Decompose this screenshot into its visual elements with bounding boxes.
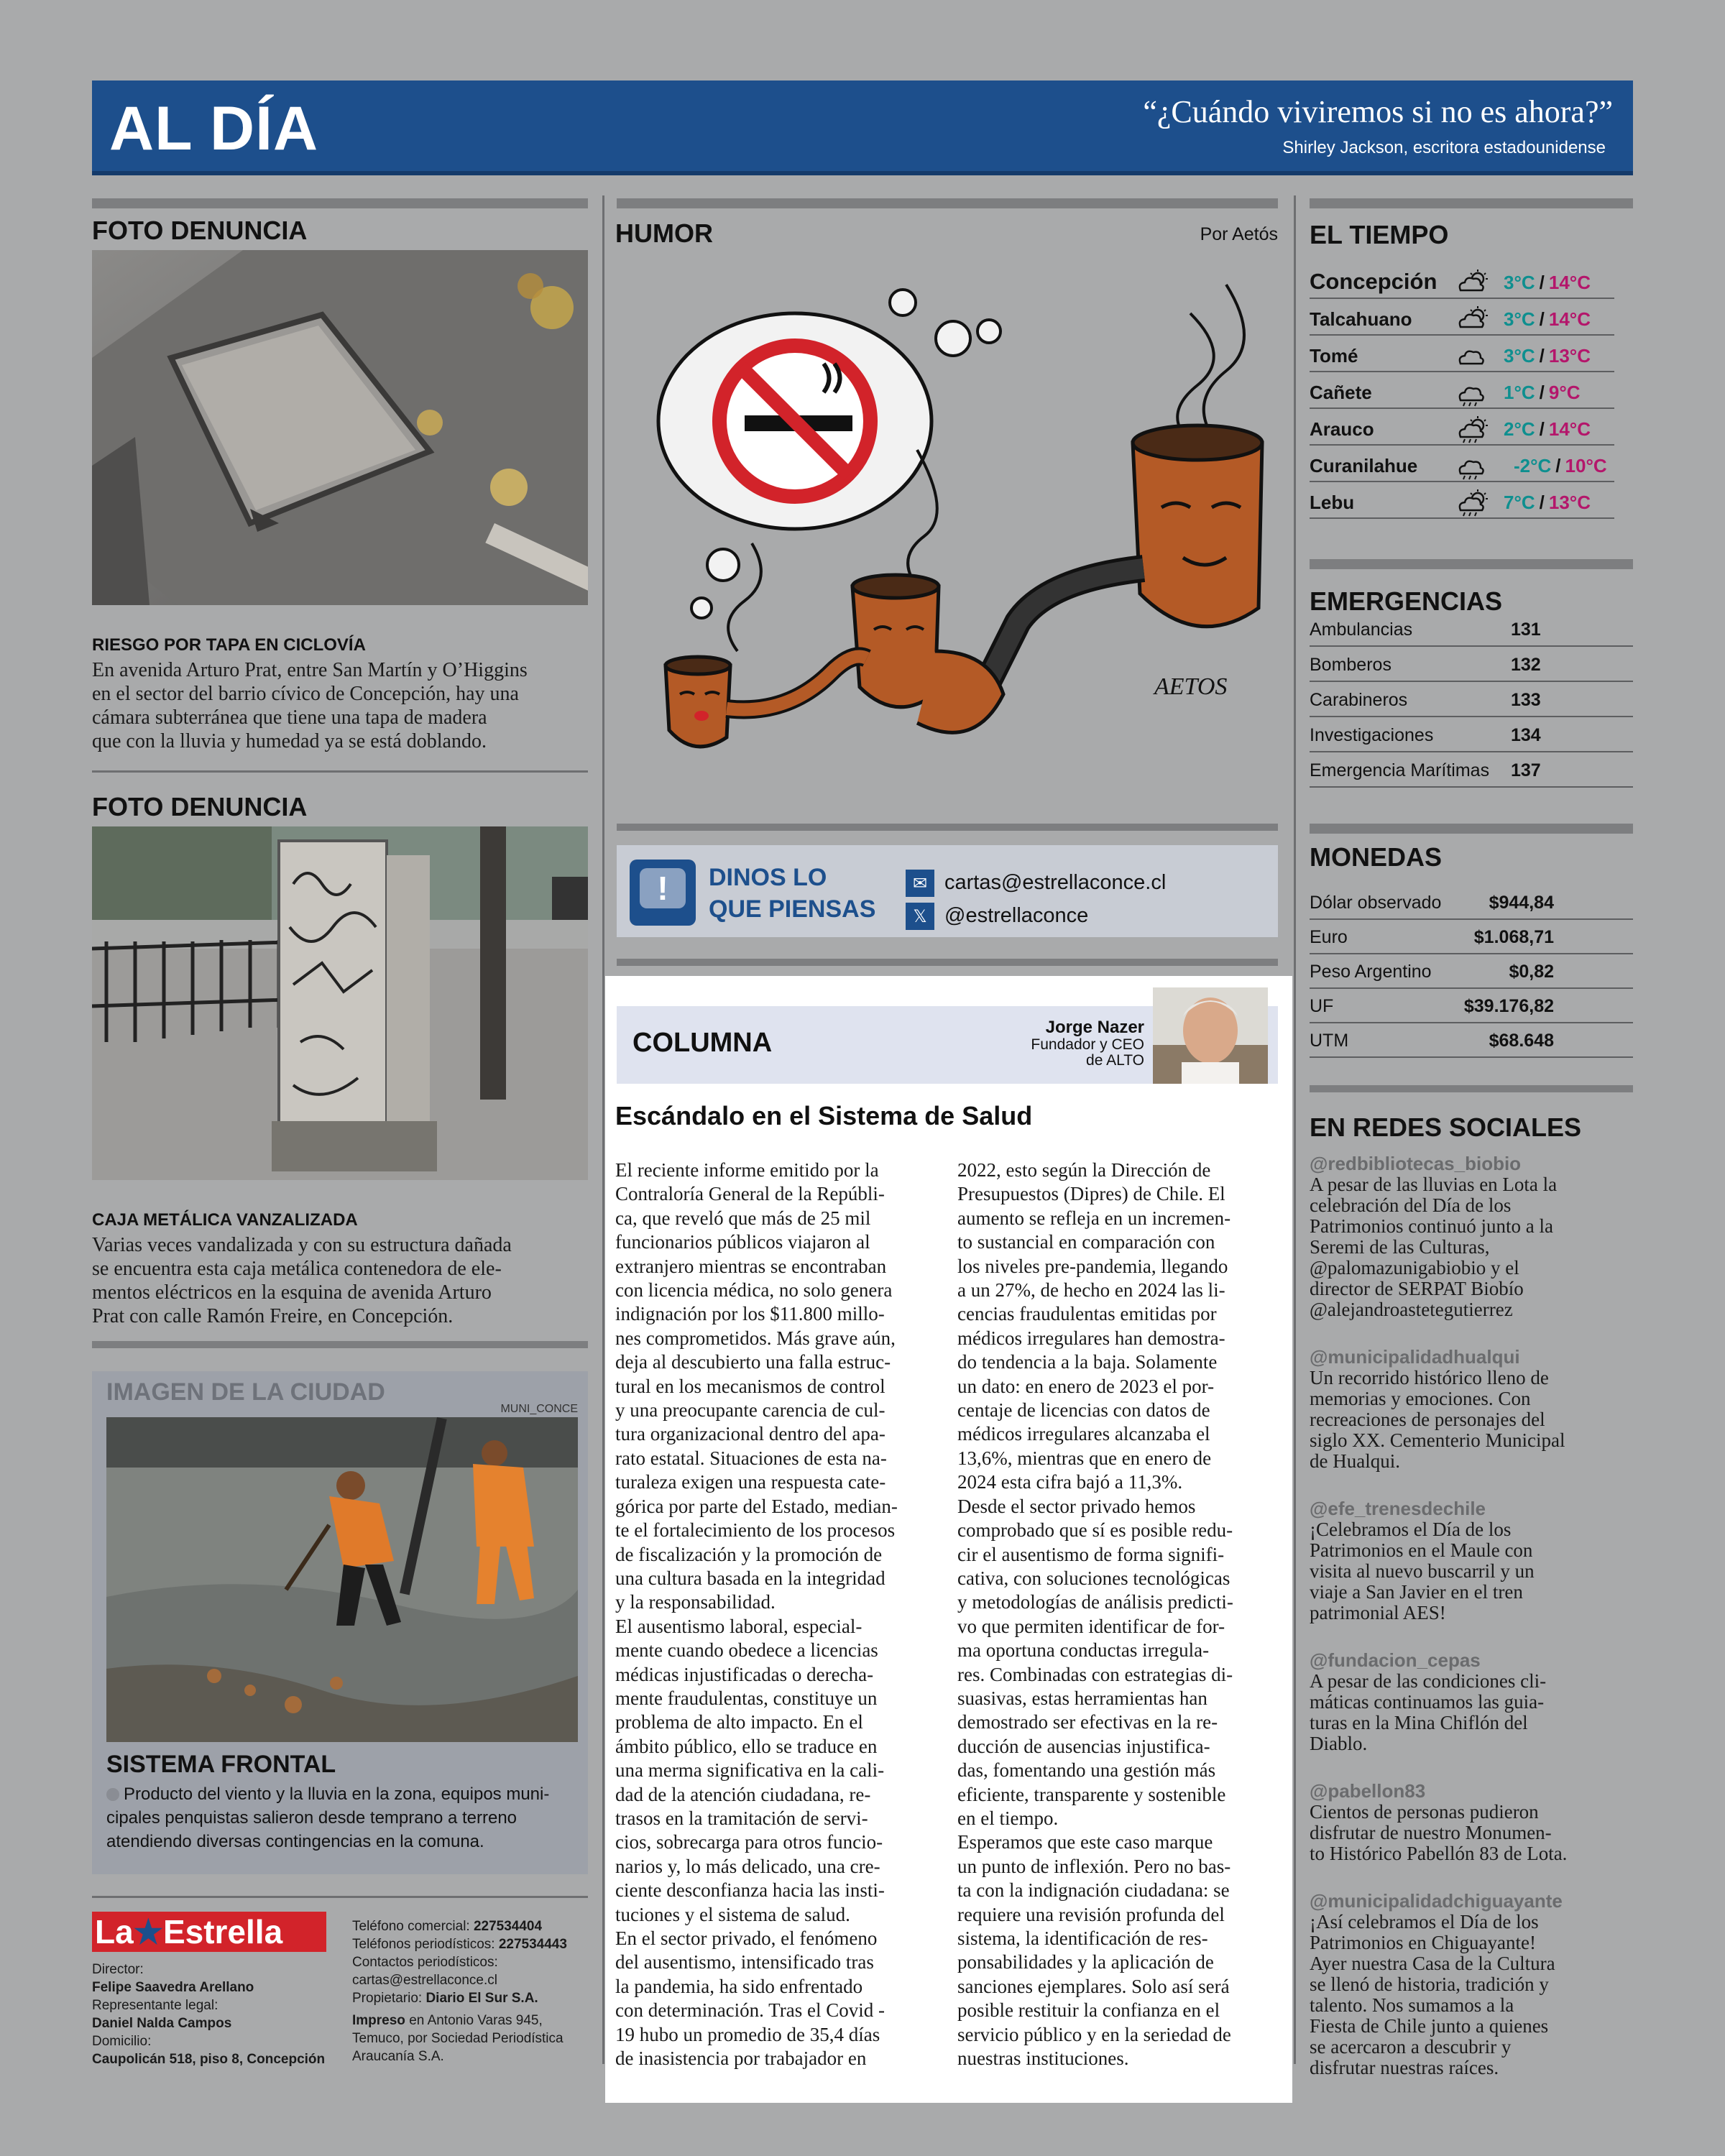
text-line: ta con la indignación ciudadana: se [957,1879,1230,1902]
currency-row [1310,920,1633,954]
text-line: médicas injustificadas o derecha- [615,1663,874,1685]
text-line: górica por parte del Estado, median- [615,1495,898,1517]
cartoon-signature: AETOS [1154,673,1228,700]
temp-min: 3°C [1504,345,1535,367]
text-line: máticas continuamos las guia- [1310,1691,1545,1713]
text-line: una cultura basada en la integridad [615,1567,886,1589]
foto1-text [92,658,595,753]
comment-bubble-icon [630,860,696,926]
text-line: mente cuando obedece a licencias [615,1639,878,1662]
text-line: talento. Nos sumamos a la [1310,1994,1514,2016]
text-line: Desde el sector privado hemos [957,1495,1196,1517]
rain-icon [1453,379,1494,407]
text-line: y la responsabilidad. [615,1591,776,1613]
text-line: médicos irregulares alcanzaba el [957,1423,1210,1445]
text-line: con licencia médica, no solo genera [615,1279,893,1302]
text-line: extranjero mientras se encontraban [615,1255,887,1277]
text-line: Patrimonios en Chiguayante! [1310,1932,1536,1953]
text-line: los niveles pre-pandemia, llegando [957,1255,1228,1277]
contactos-label: Contactos periodísticos: [352,1955,498,1970]
dinos-box [617,845,1278,937]
imagen-ciudad-box [92,1371,588,1874]
text-line: Patrimonios continuó junto a la [1310,1215,1553,1237]
section-bar [617,198,1278,208]
x-icon: 𝕏 [906,903,934,930]
text-line: nuestras instituciones. [957,2047,1129,2070]
columna-text-right [957,1158,1279,2070]
text-line: cipales penquistas salieron desde temprano a terreno [106,1808,518,1828]
cloud-icon [1453,342,1494,371]
text-line: cámara subterránea que tiene una tapa de madera [92,706,487,729]
text-line: en el sector del barrio cívico de Concepción, hay una [92,683,519,705]
emergency-name: Investigaciones [1310,725,1434,745]
text-line: mentos eléctricos en la esquina de avenida Arturo [92,1281,492,1304]
text-line: nes comprometidos. Más grave aún, [615,1327,896,1349]
text-line: problema de alto impacto. En el [615,1711,863,1733]
text-line: suasivas, estas herramientas han [957,1687,1208,1709]
propietario-label: Propietario: [352,1991,426,2006]
text-line: Presupuestos (Dipres) de Chile. El [957,1183,1225,1205]
text-line: te el fortalecimiento de los procesos [615,1519,896,1542]
legal-name: Daniel Nalda Campos [92,2016,232,2031]
emergencias-title: EMERGENCIAS [1310,586,1503,616]
social-handle: @municipalidadchiguayante [1310,1890,1563,1912]
text-line: director de SERPAT Biobío [1310,1278,1524,1299]
text-line: memorias y emociones. Con [1310,1388,1531,1409]
text-line: do tendencia a la baja. Solamente [957,1351,1218,1373]
text-line: mente fraudulentas, constituye un [615,1687,878,1709]
text-line: de Hualqui. [1310,1450,1400,1472]
text-line: vo que permiten identificar de for- [957,1615,1225,1637]
text-line: funcionarios públicos viajaron al [615,1231,870,1253]
director-label: Director: [92,1962,144,1977]
text-line: ciente desconfianza hacia las insti- [615,1879,885,1902]
author-photo-image [1153,987,1268,1084]
mail-icon: ✉ [906,870,934,897]
social-post-text [1310,1671,1633,1754]
text-line: A pesar de las condiciones cli- [1310,1670,1547,1692]
footer-right-info [352,1917,597,2065]
temp-max: 10°C [1565,455,1607,476]
social-post-text [1310,1174,1633,1320]
emergency-name: Carabineros [1310,690,1408,710]
temp-min: -2°C [1514,455,1552,476]
sun-rain-icon [1453,489,1494,517]
text-line: visita al nuevo buscarril y un [1310,1560,1535,1582]
section-bar [617,824,1278,831]
currency-value: $1.068,71 [1473,927,1554,947]
text-line: Un recorrido histórico lleno de [1310,1367,1549,1388]
contactos-email: cartas@estrellaconce.cl [352,1973,497,1988]
text-line: requiere una revisión profunda del [957,1903,1225,1925]
impreso-label: Impreso [352,2013,405,2028]
text-line: de fiscalización y la promoción de [615,1543,883,1565]
text-line: servicio público y en la seriedad de [957,2023,1231,2045]
metal-box-photo-image [92,826,588,1180]
impreso-line: en Antonio Varas 945, [405,2013,543,2028]
weather-temps [1504,492,1591,514]
text-line: sanciones ejemplares. Solo así será [957,1975,1230,1997]
foto2-text [92,1233,595,1328]
currency-row [1310,989,1633,1023]
text-line: 2022, esto según la Dirección de [957,1159,1211,1181]
social-post-text [1310,1912,1633,2078]
temp-min: 1°C [1504,382,1535,403]
columna-title: Escándalo en el Sistema de Salud [615,1101,1033,1130]
weather-row [1310,413,1614,446]
text-line: Cientos de personas pudieron [1310,1801,1539,1823]
emergency-name: Ambulancias [1310,619,1413,640]
text-line: se acercaron a descubrir y [1310,2036,1512,2058]
text-line: eficiente, transparente y sostenible [957,1783,1226,1805]
text-line: deja al descubierto una falla estruc- [615,1351,891,1373]
temp-separator: / [1539,272,1545,293]
currency-name: Dólar observado [1310,893,1442,913]
emergency-row [1310,753,1633,788]
tel-periodistico-label: Teléfonos periodísticos: [352,1937,499,1952]
propietario: Diario El Sur S.A. [426,1991,538,2006]
weather-row [1310,266,1614,299]
temp-max: 13°C [1548,345,1591,367]
text-line: ¡Así celebramos el Día de los [1310,1911,1539,1932]
text-line: aumento se refleja en un incremen- [957,1207,1231,1229]
text-line: ducción de ausencias injustifica- [957,1735,1210,1757]
section-bar [1310,559,1633,569]
weather-temps [1504,345,1591,367]
weather-temps [1504,308,1591,331]
currency-name: UF [1310,996,1334,1016]
weather-temps [1504,418,1591,441]
text-line: El ausentismo laboral, especial- [615,1615,862,1637]
weather-row [1310,376,1614,409]
weather-row [1310,339,1614,372]
columna-text-left [615,1158,932,2070]
text-line: turas en la Mina Chiflón del [1310,1712,1528,1733]
legal-label: Representante legal: [92,1998,218,2013]
text-line: se encuentra esta caja metálica contenedora de ele- [92,1258,502,1280]
temp-separator: / [1539,492,1545,513]
text-line: sistema, la identificación de res- [957,1927,1208,1949]
text-line: ca, que reveló que más de 25 mil [615,1207,871,1229]
emergency-name: Bomberos [1310,655,1392,675]
currency-name: UTM [1310,1031,1349,1051]
text-line: viaje a San Javier en el tren [1310,1581,1523,1603]
temp-min: 7°C [1504,492,1535,513]
emergency-number: 137 [1511,760,1541,780]
weather-row [1310,486,1614,519]
la-estrella-logo [92,1912,326,1952]
text-line: Esperamos que este caso marque [957,1831,1213,1853]
text-line: tuciones y el sistema de salud. [615,1903,850,1925]
currency-name: Euro [1310,927,1348,947]
text-line: ponsabilidades y la aplicación de [957,1951,1214,1973]
text-line: Varias veces vandalizada y con su estructura dañada [92,1234,512,1256]
temp-separator: / [1539,382,1545,403]
emergency-row [1310,612,1633,647]
text-line: en el tiempo. [957,1807,1059,1829]
impreso-line: Araucanía S.A. [352,2049,444,2064]
dinos-line2: QUE PIENSAS [709,895,876,923]
text-line: ámbito público, ello se traduce en [615,1735,878,1757]
sun-rain-icon [1453,415,1494,444]
logo-text-estrella: Estrella [162,1913,283,1950]
text-line: to sustancial en comparación con [957,1231,1215,1253]
humor-title: HUMOR [615,218,713,248]
text-line: un punto de inflexión. Pero no bas- [957,1855,1231,1877]
columna-label: COLUMNA [632,1028,773,1058]
text-line: Diablo. [1310,1733,1368,1754]
text-line: das, fomentando una gestión más [957,1759,1216,1782]
temp-min: 3°C [1504,308,1535,330]
social-handle: @efe_trenesdechile [1310,1498,1486,1519]
text-line: El reciente informe emitido por la [615,1159,879,1181]
text-line: con determinación. Tras el Covid - [615,1999,885,2022]
header-quote: “¿Cuándo viviremos si no es ahora?” [1143,94,1613,129]
social-handle: @municipalidadhualqui [1310,1346,1520,1368]
emergency-row [1310,648,1633,682]
emergency-number: 132 [1511,655,1541,675]
dinos-line1: DINOS LO [709,864,827,891]
partly-cloudy-icon [1453,305,1494,334]
director-name: Felipe Saavedra Arellano [92,1980,254,1995]
weather-city: Concepción [1310,269,1438,294]
text-line: indignación por los $11.800 millo- [615,1303,885,1325]
text-line: 13,6%, mientras que en enero de [957,1447,1212,1469]
text-line: comprobado que sí es posible redu- [957,1519,1233,1542]
text-line: la pandemia, ha sido enfrentado [615,1975,863,1997]
text-line: 2024 esta cifra bajó a 11,3%. [957,1471,1183,1493]
photo-credit: MUNI_CONCE [500,1403,578,1415]
text-line: y metodologías de análisis predicti- [957,1591,1233,1613]
column-divider [1294,195,1296,2064]
emergency-number: 133 [1511,690,1541,710]
weather-city: Cañete [1310,382,1372,403]
author-name: Jorge Nazer [1045,1018,1144,1037]
text-line: res. Combinadas con estrategias di- [957,1663,1233,1685]
manhole-photo-image [92,250,588,605]
tel-comercial-label: Teléfono comercial: [352,1919,474,1934]
foto-denuncia-title: FOTO DENUNCIA [92,792,308,821]
temp-max: 14°C [1548,308,1591,330]
text-line: trasos en la tramitación de servi- [615,1807,868,1829]
emergency-number: 131 [1511,619,1541,640]
text-line: siglo XX. Cementerio Municipal [1310,1429,1565,1451]
columna-header [617,1006,1278,1084]
emergency-row [1310,718,1633,752]
text-line: turaleza exigen una respuesta cate- [615,1471,886,1493]
metal-box-photo [92,826,588,1180]
text-line: una merma significativa en la cali- [615,1759,885,1782]
text-line: cios, sobrecarga para otros funcio- [615,1831,883,1853]
star-icon: ★ [133,1913,163,1950]
text-line: demostrado ser efectivas en la re- [957,1711,1218,1733]
humor-cartoon [615,249,1278,816]
pipes-cartoon [615,249,1278,816]
text-line: rato estatal. Situaciones de esta na- [615,1447,887,1469]
temp-separator: / [1539,345,1545,367]
text-line: En avenida Arturo Prat, entre San Martín y O’Higgins [92,659,528,681]
weather-row [1310,303,1614,336]
text-line: cativa, con soluciones tecnológicas [957,1567,1230,1589]
text-line: Patrimonios en el Maule con [1310,1539,1533,1561]
text-line: narios y, lo más delicado, una cre- [615,1855,880,1877]
weather-city: Lebu [1310,492,1355,513]
text-line: patrimonial AES! [1310,1602,1446,1623]
author-photo [1153,987,1268,1084]
partly-cloudy-icon [1453,269,1494,298]
contact-social[interactable]: @estrellaconce [944,904,1089,927]
tel-periodistico: 227534443 [498,1937,567,1952]
text-line: Producto del viento y la lluvia en la zona, equipos muni- [124,1784,550,1804]
text-line: disfrutar de nuestro Monumen- [1310,1822,1552,1843]
foto-denuncia-title: FOTO DENUNCIA [92,216,308,245]
text-line: ma oportuna conductas irregula- [957,1639,1210,1662]
currency-name: Peso Argentino [1310,962,1432,982]
rain-icon [1453,452,1494,481]
text-line: posible restituir la confianza en el [957,1999,1220,2022]
foto1-headline: RIESGO POR TAPA EN CICLOVÍA [92,635,366,655]
social-handle: @pabellon83 [1310,1780,1426,1802]
text-line: celebración del Día de los [1310,1194,1512,1216]
text-line: del ausentismo, intensificado tras [615,1951,874,1973]
text-line: cir el ausentismo de forma signifi- [957,1543,1225,1565]
currency-value: $68.648 [1489,1031,1554,1051]
social-handle: @fundacion_cepas [1310,1649,1481,1671]
text-line: cencias fraudulentas emitidas por [957,1303,1217,1325]
text-line: un dato: en enero de 2023 el por- [957,1375,1215,1397]
text-line: de inasistencia por trabajador en [615,2047,867,2070]
text-line: @alejandroastetegutierrez [1310,1299,1513,1320]
social-handle: @redbibliotecas_biobio [1310,1153,1522,1174]
tiempo-title: EL TIEMPO [1310,220,1449,249]
text-line: tural en los mecanismos de control [615,1375,886,1397]
text-line: y una preocupante carencia de cul- [615,1399,886,1422]
temp-max: 14°C [1548,272,1591,293]
column-divider [602,195,604,2064]
text-line: centaje de licencias con datos de [957,1399,1210,1422]
text-line: recreaciones de personajes del [1310,1409,1545,1430]
text-line: disfrutar nuestras raíces. [1310,2057,1499,2078]
weather-city: Talcahuano [1310,308,1412,330]
text-line: a un 27%, de hecho en 2024 las li- [957,1279,1225,1302]
section-bar [1310,1085,1633,1092]
text-line: 19 hubo un promedio de 35,4 días [615,2023,880,2045]
contact-email[interactable]: cartas@estrellaconce.cl [944,871,1167,894]
temp-separator: / [1539,308,1545,330]
weather-city: Curanilahue [1310,455,1418,476]
temp-separator: / [1555,455,1561,476]
section-bar [92,1341,588,1348]
text-line: Contraloría General de la Repúbli- [615,1183,885,1205]
emergency-name: Emergencia Marítimas [1310,760,1490,780]
imagen-ciudad-title: IMAGEN DE LA CIUDAD [106,1378,385,1406]
weather-temps [1504,272,1591,294]
text-line: Fiesta de Chile junto a quienes [1310,2015,1549,2037]
section-bar [92,198,588,208]
weather-row [1310,449,1614,482]
manhole-photo [92,250,588,605]
social-post-text [1310,1368,1633,1472]
imagen-text [106,1782,581,1853]
section-bar [1310,824,1633,834]
currency-row [1310,954,1633,989]
tel-comercial: 227534404 [473,1919,543,1934]
temp-max: 14°C [1548,418,1591,440]
logo-text-la: La [95,1913,134,1950]
weather-city: Arauco [1310,418,1374,440]
weather-city: Tomé [1310,345,1358,367]
author-role: Fundador y CEO [1031,1036,1144,1053]
currency-value: $0,82 [1509,962,1554,982]
section-bar [1310,198,1633,208]
currency-value: $944,84 [1489,893,1554,913]
flood-workers-photo-image [106,1417,578,1742]
text-line: tura organizacional dentro del apa- [615,1423,886,1445]
temp-max: 13°C [1548,492,1591,513]
section-name: AL DÍA [109,94,319,163]
section-bar [617,959,1278,966]
author-role: de ALTO [1086,1052,1144,1069]
text-line: dad de la atención ciudadana, re- [615,1783,871,1805]
redes-title: EN REDES SOCIALES [1310,1112,1582,1142]
social-post-text [1310,1802,1633,1864]
footer-left-info [92,1961,336,2068]
text-line: Seremi de las Culturas, [1310,1236,1490,1258]
domicilio-address: Caupolicán 518, piso 8, Concepción [92,2052,326,2067]
header-quote-author: Shirley Jackson, escritora estadounidense [1282,138,1606,157]
text-line: to Histórico Pabellón 83 de Lota. [1310,1843,1568,1864]
text-line: médicos irregulares han demostra- [957,1327,1225,1349]
text-line: Prat con calle Ramón Freire, en Concepción. [92,1305,454,1327]
weather-temps [1504,382,1581,404]
domicilio-label: Domicilio: [92,2034,152,2049]
text-line: se llenó de historia, tradición y [1310,1973,1549,1995]
emergency-row [1310,683,1633,717]
imagen-headline: SISTEMA FRONTAL [106,1751,336,1778]
temp-min: 2°C [1504,418,1535,440]
currency-value: $39.176,82 [1463,996,1554,1016]
bullet-icon [106,1788,119,1801]
weather-temps [1514,455,1607,477]
humor-byline: Por Aetós [1200,224,1278,244]
text-line: ¡Celebramos el Día de los [1310,1519,1512,1540]
text-line: A pesar de las lluvias en Lota la [1310,1174,1558,1195]
impreso-line: Temuco, por Sociedad Periodística [352,2031,564,2046]
text-line: Ayer nuestra Casa de la Cultura [1310,1953,1555,1974]
emergency-number: 134 [1511,725,1541,745]
currency-row [1310,1023,1633,1058]
text-line: En el sector privado, el fenómeno [615,1927,878,1949]
temp-min: 3°C [1504,272,1535,293]
divider [92,770,588,773]
divider [92,1896,588,1898]
text-line: atendiendo diversas contingencias en la comuna. [106,1832,484,1851]
temp-separator: / [1539,418,1545,440]
foto2-headline: CAJA METÁLICA VANZALIZADA [92,1210,358,1230]
comment-bubble-inner: ! [640,868,686,908]
flood-workers-photo [106,1417,578,1742]
text-line: @palomazunigabiobio y el [1310,1257,1519,1279]
monedas-title: MONEDAS [1310,842,1443,872]
page-header [92,80,1633,175]
social-post-text [1310,1519,1633,1623]
currency-row [1310,885,1633,920]
text-line: que con la lluvia y humedad ya se está doblando. [92,730,487,752]
temp-max: 9°C [1548,382,1581,403]
